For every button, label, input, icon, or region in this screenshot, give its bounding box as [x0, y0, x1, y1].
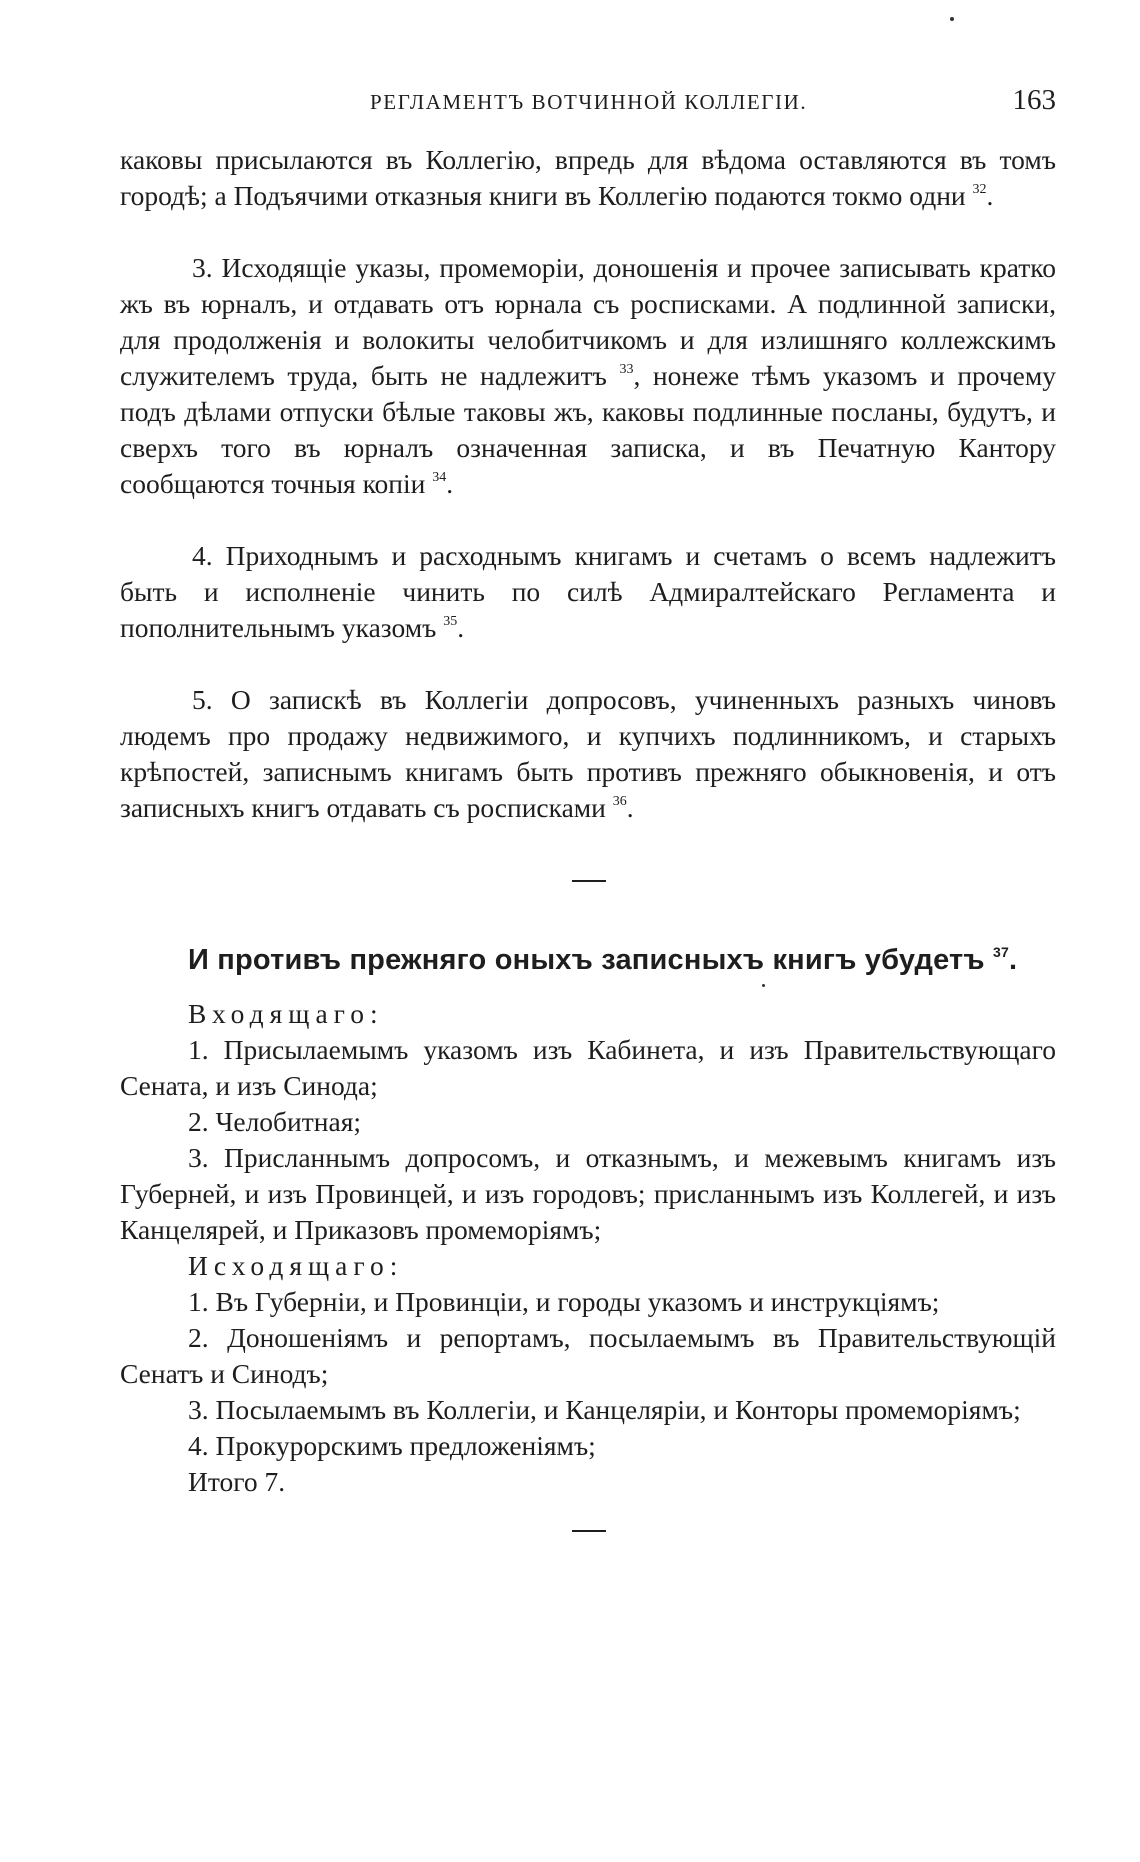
- list-item: 1. Въ Губерніи, и Провинціи, и городы указомъ и инструкціямъ;: [188, 1286, 940, 1317]
- separator-dash: [572, 1530, 606, 1532]
- list-item: 2. Челобитная;: [188, 1106, 361, 1137]
- page-number: 163: [1012, 84, 1056, 116]
- list-item: 2. Доношеніямъ и репортамъ, посылаемымъ въ Правительствующій Сенатъ и Синодъ;: [120, 1322, 1056, 1389]
- stray-mark: [950, 17, 954, 21]
- footnote-ref: 36: [612, 794, 627, 809]
- footnote-ref: 32: [972, 182, 987, 197]
- footnote-ref: 37: [993, 944, 1010, 960]
- separator-dash: [572, 880, 606, 882]
- total-line: Итого 7.: [188, 1466, 286, 1497]
- footnote-ref: 33: [619, 362, 634, 377]
- paragraph-5: 5. О запискѣ въ Коллегіи допросовъ, учиненныхъ разныхъ чиновъ людемъ про продажу недвижимого, и купчихъ подлинникомъ, и старыхъ крѣпостей, записнымъ книгамъ быть противъ прежняго обыкновенія, и отъ записныхъ книгъ отдавать съ росписками $^{36}$.: [120, 684, 1056, 823]
- page: [120, 84, 1056, 1532]
- list-item: 3. Посылаемымъ въ Коллегіи, и Канцеляріи, и Конторы промеморіямъ;: [188, 1394, 1021, 1425]
- paragraph-continued: каковы присылаются въ Коллегію, впредь для вѣдома оставляются въ томъ городѣ; а Подъячими отказныя книги въ Коллегію подаются токмо одни $^{32}$.: [120, 144, 1056, 211]
- running-title: РЕГЛАМЕНТЪ ВОТЧИННОЙ КОЛЛЕГІИ.: [370, 90, 808, 114]
- section-heading: И противъ прежняго оныхъ записныхъ книгъ убудетъ $^{37}$.: [188, 944, 1018, 976]
- list-item: 4. Прокурорскимъ предложеніямъ;: [188, 1430, 596, 1461]
- paragraph-3: 3. Исходящіе указы, промеморіи, доношенія и прочее записывать кратко жъ въ юрналъ, и отдавать отъ юрнала съ росписками. А подлинной записки, для продолженія и волокиты челобитчикомъ и для излишняго коллежскимъ служителемъ труда, быть не надлежитъ $^{33}$, нонеже тѣмъ указомъ и прочему подъ дѣлами отпуски бѣлые таковы жъ, каковы подлинные посланы, будутъ, и сверхъ того въ юрналъ означенная записка, и въ Печатную Кантору сообщаются точныя копіи $^{34}$.: [120, 252, 1057, 499]
- incoming-label: Входящаго:: [188, 998, 384, 1029]
- footnote-ref: 34: [432, 470, 447, 485]
- footnote-ref: 35: [443, 614, 458, 629]
- paragraph-4: 4. Приходнымъ и расходнымъ книгамъ и счетамъ о всемъ надлежитъ быть и исполненіе чинить по силѣ Адмиралтейскаго Регламента и пополнительнымъ указомъ $^{35}$.: [120, 540, 1056, 643]
- list-item: 1. Присылаемымъ указомъ изъ Кабинета, и изъ Правительствующаго Сената, и изъ Синода;: [120, 1034, 1056, 1101]
- list-item: 3. Присланнымъ допросомъ, и отказнымъ, и межевымъ книгамъ изъ Губерней, и изъ Провинцей, и изъ городовъ; присланнымъ изъ Коллегей, и изъ Канцелярей, и Приказовъ промеморіямъ;: [120, 1142, 1056, 1245]
- running-head: [120, 84, 1056, 124]
- outgoing-label: Исходящаго:: [188, 1250, 404, 1281]
